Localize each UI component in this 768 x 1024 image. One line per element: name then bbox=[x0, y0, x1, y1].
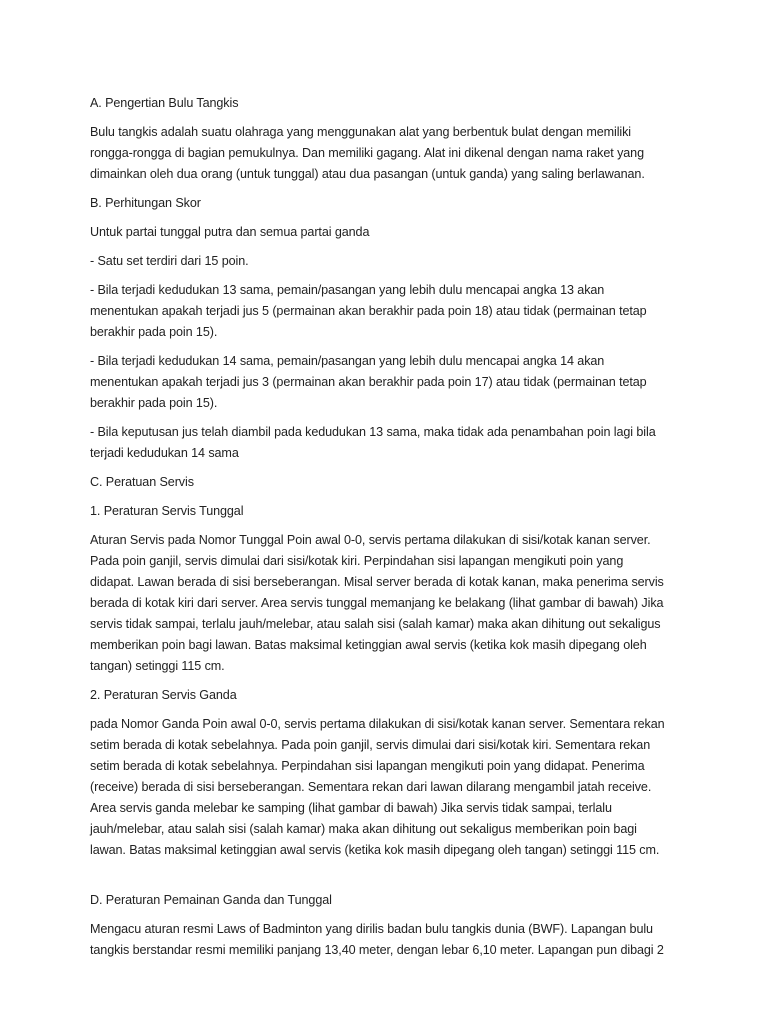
text-line: setim berada di kotak sebelahnya. Pada poin ganjil, servis dimulai dari sisi/kotak kiri. Sementara rekan bbox=[90, 738, 651, 752]
text-line: dimainkan oleh dua orang (untuk tunggal) atau dua pasangan (untuk ganda) yang saling berlawanan. bbox=[90, 167, 645, 181]
text-line: didapat. Lawan berada di sisi berseberangan. Misal server berada di kotak kanan, maka penerima servis bbox=[90, 575, 664, 589]
text-line: D. Peraturan Pemainan Ganda dan Tunggal bbox=[90, 893, 332, 907]
section-heading bbox=[90, 890, 690, 911]
body-paragraph bbox=[90, 351, 690, 414]
body-paragraph bbox=[90, 422, 690, 464]
section-heading bbox=[90, 472, 690, 493]
text-line: B. Perhitungan Skor bbox=[90, 196, 201, 210]
text-line: (receive) berada di sisi berseberangan. Sementara rekan dari lawan dilarang mengambil jatah receive. bbox=[90, 780, 652, 794]
body-paragraph bbox=[90, 251, 690, 272]
text-line: tangan) setinggi 115 cm. bbox=[90, 659, 225, 673]
text-line: menentukan apakah terjadi jus 5 (permainan akan berakhir pada poin 18) atau tidak (permainan tetap bbox=[90, 304, 647, 318]
text-line: lawan. Batas maksimal ketinggian awal servis (ketika kok masih dipegang oleh tangan) setinggi 115 cm. bbox=[90, 843, 660, 857]
text-line: terjadi kedudukan 14 sama bbox=[90, 446, 239, 460]
section-heading bbox=[90, 93, 690, 114]
text-line: tangkis berstandar resmi memiliki panjang 13,40 meter, dengan lebar 6,10 meter. Lapangan pun dibagi 2 bbox=[90, 943, 664, 957]
text-line: 2. Peraturan Servis Ganda bbox=[90, 688, 237, 702]
text-line: Aturan Servis pada Nomor Tunggal Poin awal 0-0, servis pertama dilakukan di sisi/kotak kanan server. bbox=[90, 533, 651, 547]
text-line: - Satu set terdiri dari 15 poin. bbox=[90, 254, 249, 268]
text-line: Area servis ganda melebar ke samping (lihat gambar di bawah) Jika servis tidak sampai, terlalu bbox=[90, 801, 612, 815]
blank-line bbox=[90, 869, 690, 890]
text-line: berakhir pada poin 15). bbox=[90, 396, 218, 410]
text-line: setim berada di kotak sebelahnya. Perpindahan sisi lapangan mengikuti poin yang didapat. Penerima bbox=[90, 759, 645, 773]
section-heading bbox=[90, 685, 690, 706]
text-line: Mengacu aturan resmi Laws of Badminton yang dirilis badan bulu tangkis dunia (BWF). Lapangan bulu bbox=[90, 922, 653, 936]
body-paragraph bbox=[90, 919, 690, 961]
text-line: berakhir pada poin 15). bbox=[90, 325, 218, 339]
text-line: berada di kotak kiri dari server. Area servis tunggal memanjang ke belakang (lihat gambar di bawah) Jika bbox=[90, 596, 664, 610]
section-heading bbox=[90, 193, 690, 214]
text-line: Untuk partai tunggal putra dan semua partai ganda bbox=[90, 225, 370, 239]
body-paragraph bbox=[90, 122, 690, 185]
text-line: 1. Peraturan Servis Tunggal bbox=[90, 504, 244, 518]
body-paragraph bbox=[90, 530, 690, 677]
text-line: - Bila keputusan jus telah diambil pada kedudukan 13 sama, maka tidak ada penambahan poin lagi bila bbox=[90, 425, 656, 439]
text-line: menentukan apakah terjadi jus 3 (permainan akan berakhir pada poin 17) atau tidak (permainan tetap bbox=[90, 375, 647, 389]
text-line: A. Pengertian Bulu Tangkis bbox=[90, 96, 239, 110]
text-line: Pada poin ganjil, servis dimulai dari sisi/kotak kiri. Perpindahan sisi lapangan mengikuti poin yang bbox=[90, 554, 624, 568]
body-paragraph bbox=[90, 280, 690, 343]
text-line: pada Nomor Ganda Poin awal 0-0, servis pertama dilakukan di sisi/kotak kanan server. Sementara rekan bbox=[90, 717, 665, 731]
text-line: C. Peratuan Servis bbox=[90, 475, 194, 489]
text-line: Bulu tangkis adalah suatu olahraga yang menggunakan alat yang berbentuk bulat dengan memiliki bbox=[90, 125, 632, 139]
text-line: servis tidak sampai, terlalu jauh/melebar, atau salah sisi (salah kamar) maka akan dihitung out sekaligus bbox=[90, 617, 661, 631]
document-page bbox=[90, 93, 690, 969]
body-paragraph bbox=[90, 222, 690, 243]
text-line: - Bila terjadi kedudukan 14 sama, pemain/pasangan yang lebih dulu mencapai angka 14 akan bbox=[90, 354, 605, 368]
section-heading bbox=[90, 501, 690, 522]
text-line: jauh/melebar, atau salah sisi (salah kamar) maka akan dihitung out sekaligus memberikan poin bagi bbox=[90, 822, 637, 836]
text-line: - Bila terjadi kedudukan 13 sama, pemain/pasangan yang lebih dulu mencapai angka 13 akan bbox=[90, 283, 605, 297]
text-line: memberikan poin bagi lawan. Batas maksimal ketinggian awal servis (ketika kok masih dipegang oleh bbox=[90, 638, 647, 652]
text-line: rongga-rongga di bagian pemukulnya. Dan memiliki gagang. Alat ini dikenal dengan nama raket yang bbox=[90, 146, 644, 160]
body-paragraph bbox=[90, 714, 690, 861]
